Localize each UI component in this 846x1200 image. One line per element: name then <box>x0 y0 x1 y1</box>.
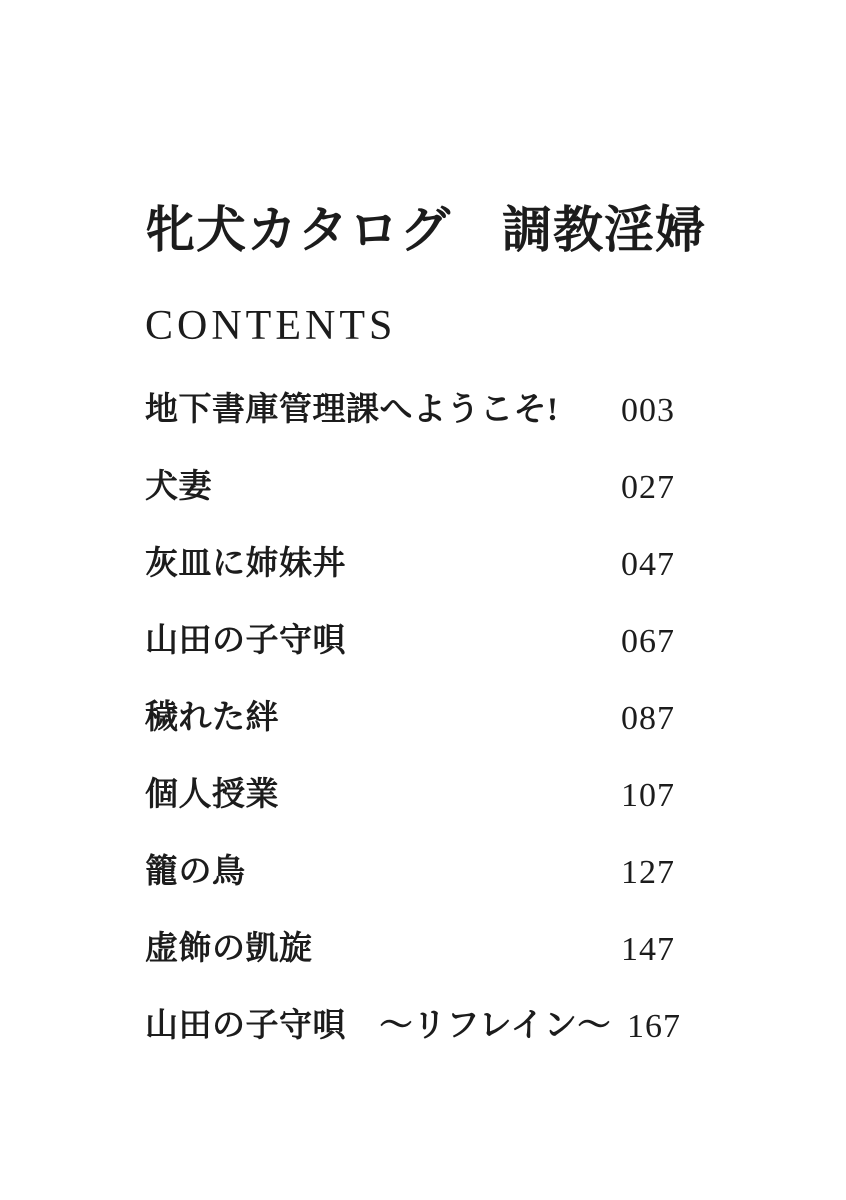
toc-row <box>145 911 675 988</box>
chapter-page-number: 027 <box>621 468 675 506</box>
chapter-title: 犬妻 <box>145 468 212 505</box>
chapter-title: 虚飾の凱旋 <box>145 930 313 967</box>
chapter-page-number: 107 <box>621 776 675 814</box>
chapter-page-number: 067 <box>621 622 675 660</box>
chapter-page-number: 087 <box>621 699 675 737</box>
chapter-title: 籠の鳥 <box>145 853 246 890</box>
toc-row <box>145 988 682 1065</box>
chapter-page-number: 047 <box>621 545 675 583</box>
chapter-page-number: 003 <box>621 391 675 429</box>
toc-row <box>145 526 675 603</box>
chapter-page-number: 127 <box>621 853 675 891</box>
toc-row <box>145 372 675 449</box>
table-of-contents <box>145 372 682 1065</box>
toc-row <box>145 449 675 526</box>
chapter-title: 穢れた絆 <box>145 699 279 736</box>
contents-heading: CONTENTS <box>145 303 397 349</box>
chapter-title: 灰皿に姉妹丼 <box>145 545 346 582</box>
chapter-title: 山田の子守唄 ～リフレイン～ <box>145 1007 612 1044</box>
toc-row <box>145 680 675 757</box>
chapter-title: 個人授業 <box>145 776 279 813</box>
chapter-title: 山田の子守唄 <box>145 622 346 659</box>
book-title: 牝犬カタログ 調教淫婦 <box>145 202 706 258</box>
chapter-page-number: 167 <box>627 1007 682 1045</box>
chapter-page-number: 147 <box>621 930 675 968</box>
toc-row <box>145 603 675 680</box>
toc-row <box>145 834 675 911</box>
chapter-title: 地下書庫管理課へようこそ! <box>145 391 559 428</box>
toc-row <box>145 757 675 834</box>
